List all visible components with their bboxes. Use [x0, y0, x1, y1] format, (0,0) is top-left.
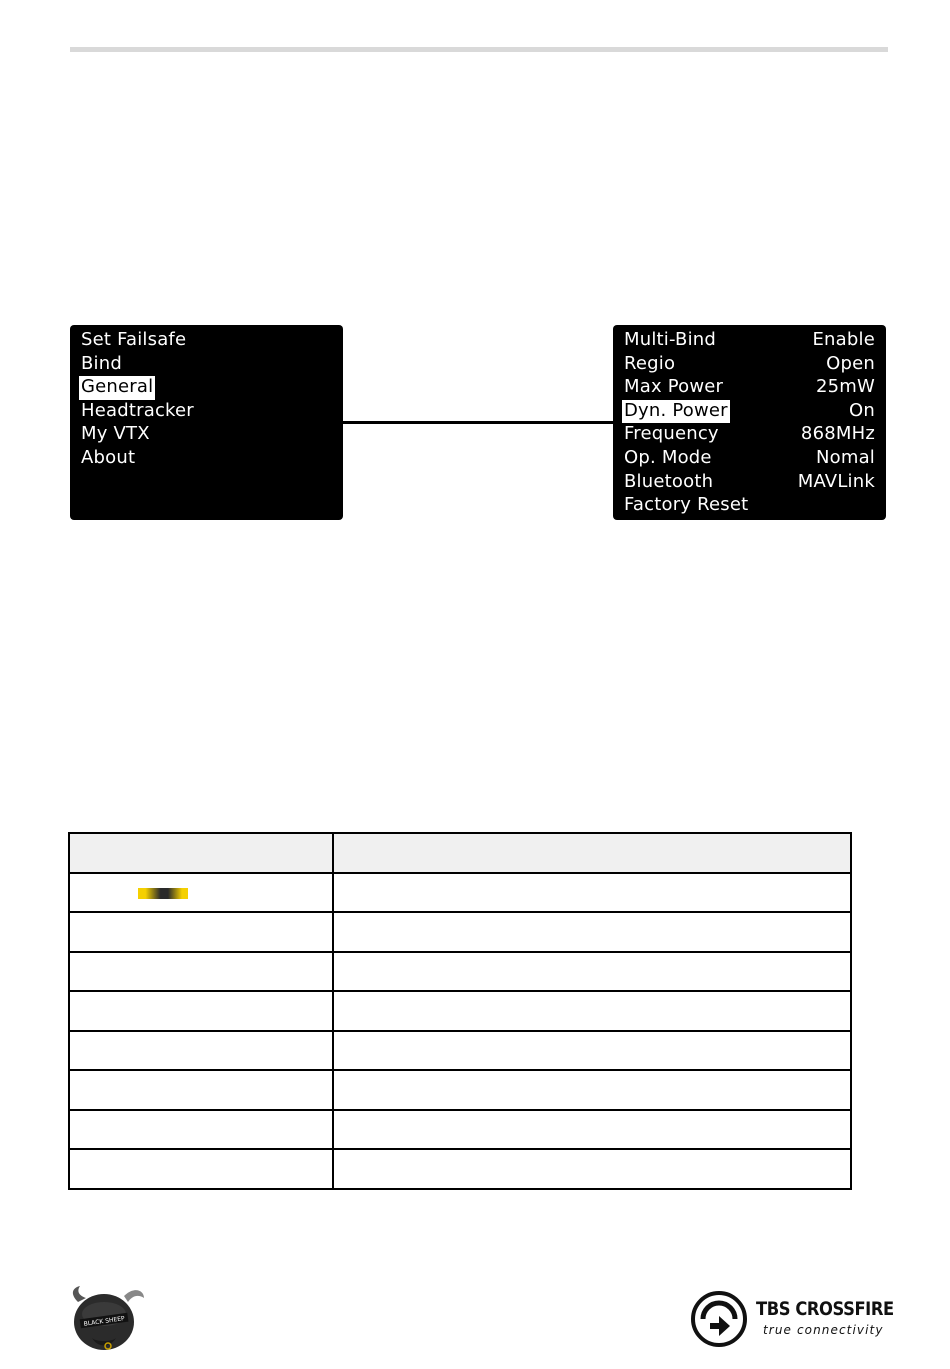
setting-row-frequency[interactable]	[624, 423, 875, 447]
setting-label: Frequency	[624, 423, 719, 445]
tbs-crossfire-logo	[690, 1290, 894, 1352]
menu-item-general[interactable]	[81, 376, 343, 400]
table-row	[69, 1031, 851, 1071]
table-cell	[333, 1110, 851, 1150]
setting-label: Multi-Bind	[624, 329, 717, 350]
setting-row-factory-reset[interactable]	[624, 494, 875, 518]
osd-general-menu-screen	[613, 325, 886, 520]
setting-value: 868MHz	[800, 423, 875, 445]
setting-row-max-power[interactable]	[624, 376, 875, 400]
table-cell	[333, 991, 851, 1031]
crossfire-emblem-icon	[690, 1290, 748, 1348]
menu-item-my-vtx[interactable]: My VTX	[81, 423, 150, 445]
table-cell	[69, 1149, 333, 1189]
setting-value: Open	[826, 352, 875, 374]
svg-text:BLACK SHEEP: BLACK SHEEP	[83, 1315, 126, 1328]
setting-row-op-mode[interactable]	[624, 447, 875, 471]
brand-tagline: true connectivity	[763, 1323, 884, 1337]
osd-main-menu-screen	[70, 325, 343, 520]
setting-label: Factory Reset	[624, 494, 749, 516]
color-swatch	[138, 888, 188, 899]
setting-row-dyn-power[interactable]	[624, 400, 875, 424]
table-cell	[69, 991, 333, 1031]
table-cell	[69, 873, 333, 913]
header-cell	[69, 833, 333, 873]
setting-row-multi-bind[interactable]	[624, 329, 875, 353]
setting-label: Bluetooth	[624, 470, 714, 492]
brand-title: TBS CROSSFIRE	[756, 1298, 894, 1320]
table-row	[69, 912, 851, 952]
table-cell	[69, 1031, 333, 1071]
table-row	[69, 1149, 851, 1189]
menu-item-about[interactable]: About	[81, 446, 136, 468]
table-cell	[333, 1070, 851, 1110]
table-cell	[69, 912, 333, 952]
table-cell	[69, 1070, 333, 1110]
selected-menu-item: General	[79, 376, 155, 400]
setting-value: 25mW	[815, 376, 875, 398]
top-rule	[70, 47, 888, 52]
table-cell	[69, 1110, 333, 1150]
table-row	[69, 1110, 851, 1150]
table-cell	[333, 912, 851, 952]
setting-row-bluetooth[interactable]	[624, 471, 875, 495]
setting-value: Nomal	[815, 446, 875, 468]
table-cell	[333, 873, 851, 913]
table-cell	[333, 1031, 851, 1071]
connector-line	[343, 421, 613, 424]
table-row	[69, 873, 851, 913]
setting-label: Regio	[624, 352, 676, 374]
selected-setting-label: Dyn. Power	[622, 400, 730, 424]
table-row	[69, 991, 851, 1031]
black-sheep-logo	[64, 1282, 148, 1356]
table-row	[69, 952, 851, 992]
settings-table	[68, 832, 852, 1190]
menu-item-headtracker[interactable]: Headtracker	[81, 399, 194, 421]
table-cell	[333, 1149, 851, 1189]
setting-value: MAVLink	[797, 470, 875, 492]
setting-label: Max Power	[624, 376, 724, 398]
menu-item-set-failsafe[interactable]: Set Failsafe	[81, 329, 187, 350]
header-cell	[333, 833, 851, 873]
setting-value: On	[849, 399, 875, 421]
menu-item-bind[interactable]: Bind	[81, 352, 122, 374]
setting-label: Op. Mode	[624, 446, 712, 468]
setting-row-regio[interactable]	[624, 353, 875, 377]
setting-value: Enable	[812, 329, 875, 350]
table-row	[69, 1070, 851, 1110]
table-header-row	[69, 833, 851, 873]
table-cell	[69, 952, 333, 992]
table-cell	[333, 952, 851, 992]
